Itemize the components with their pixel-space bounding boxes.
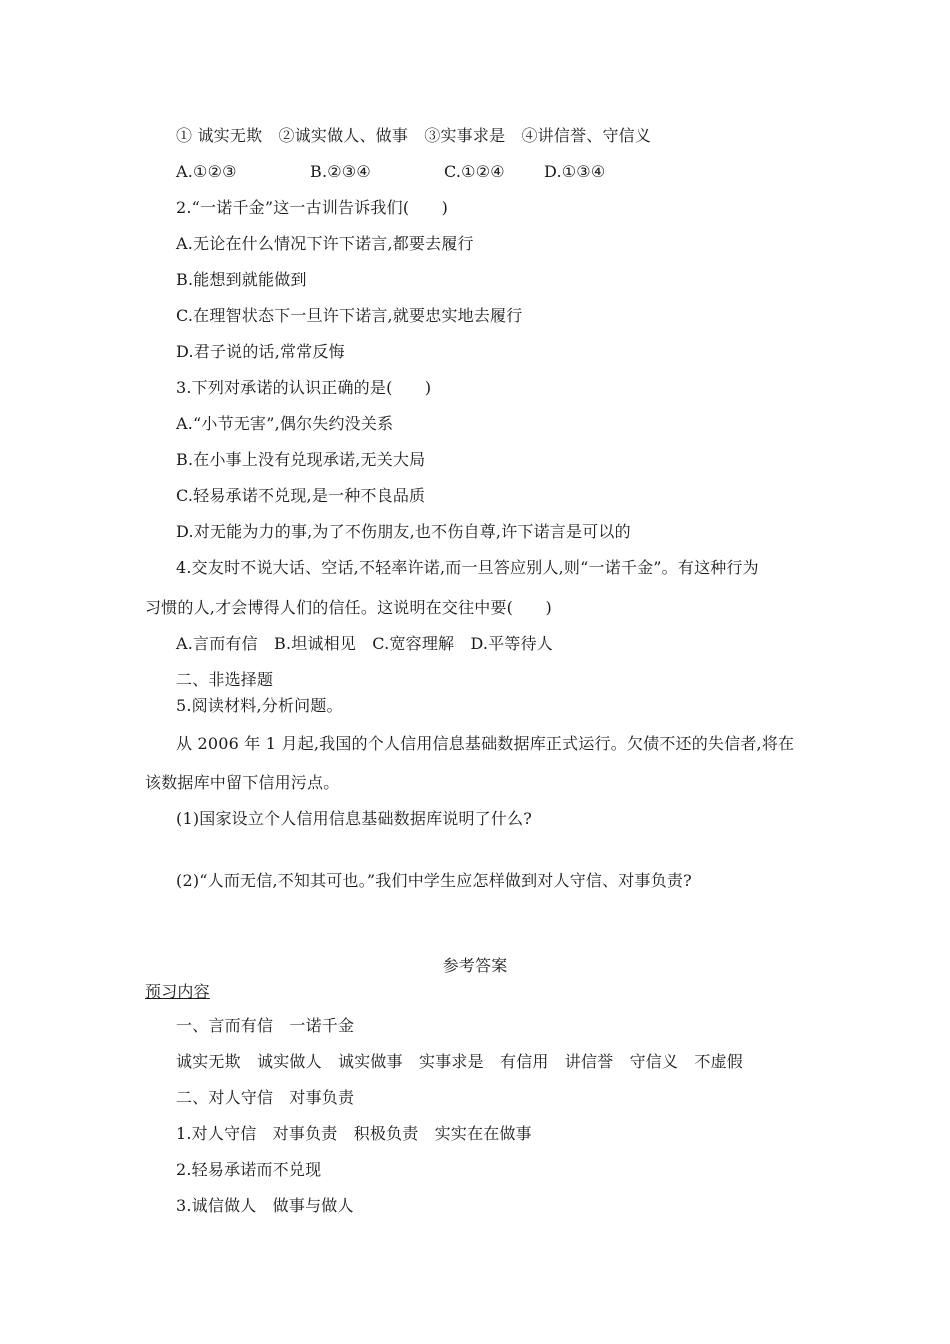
q4-stem-line2: 习惯的人,才会博得人们的信任。这说明在交往中要( ) bbox=[145, 598, 552, 617]
q2-option-a: A.无论在什么情况下许下诺言,都要去履行 bbox=[176, 234, 474, 253]
q2-option-c: C.在理智状态下一旦许下诺言,就要忠实地去履行 bbox=[176, 306, 523, 325]
q2-option-d: D.君子说的话,常常反悔 bbox=[176, 342, 345, 361]
answers-title: 参考答案 bbox=[442, 956, 508, 975]
q1-option-b: B.②③④ bbox=[310, 162, 371, 181]
q5-stem: 5.阅读材料,分析问题。 bbox=[176, 696, 343, 715]
q5-sub-question-2: (2)“人而无信,不知其可也。”我们中学生应怎样做到对人守信、对事负责? bbox=[176, 871, 692, 890]
q1-items: ① 诚实无欺 ②诚实做人、做事 ③实事求是 ④讲信誉、守信义 bbox=[176, 126, 652, 145]
q1-options bbox=[176, 162, 605, 182]
q2-stem: 2.“一诺千金”这一古训告诉我们( ) bbox=[176, 198, 449, 217]
answer-item2: 2.轻易承诺而不兑现 bbox=[176, 1160, 322, 1179]
q5-material-line2: 该数据库中留下信用污点。 bbox=[145, 773, 340, 792]
preview-heading: 预习内容 bbox=[145, 982, 210, 1001]
q1-option-a: A.①②③ bbox=[176, 162, 237, 181]
q5-material-line1: 从 2006 年 1 月起,我国的个人信用信息基础数据库正式运行。欠债不还的失信者,将在 bbox=[176, 734, 795, 753]
q3-option-b: B.在小事上没有兑现承诺,无关大局 bbox=[176, 450, 426, 469]
q5-sub-question-1: (1)国家设立个人信用信息基础数据库说明了什么? bbox=[176, 809, 533, 828]
q4-options: A.言而有信 B.坦诚相见 C.宽容理解 D.平等待人 bbox=[176, 634, 553, 653]
section2-heading: 二、非选择题 bbox=[176, 670, 274, 689]
q3-option-c: C.轻易承诺不兑现,是一种不良品质 bbox=[176, 486, 426, 505]
q3-stem: 3.下列对承诺的认识正确的是( ) bbox=[176, 378, 432, 397]
answer-part2: 二、对人守信 对事负责 bbox=[176, 1088, 355, 1107]
answer-item1: 1.对人守信 对事负责 积极负责 实实在在做事 bbox=[176, 1124, 532, 1143]
answer-item3: 3.诚信做人 做事与做人 bbox=[176, 1196, 354, 1215]
q1-option-d: D.①③④ bbox=[544, 162, 606, 181]
q3-option-d: D.对无能为力的事,为了不伤朋友,也不伤自尊,许下诺言是可以的 bbox=[176, 522, 631, 541]
q1-option-c: C.①②④ bbox=[444, 162, 505, 181]
q3-option-a: A.“小节无害”,偶尔失约没关系 bbox=[176, 414, 394, 433]
q2-option-b: B.能想到就能做到 bbox=[176, 270, 307, 289]
answer-part1-items: 诚实无欺 诚实做人 诚实做事 实事求是 有信用 讲信誉 守信义 不虚假 bbox=[176, 1052, 744, 1071]
answer-part1: 一、言而有信 一诺千金 bbox=[176, 1016, 355, 1035]
q4-stem-line1: 4.交友时不说大话、空话,不轻率许诺,而一旦答应别人,则“一诺千金”。有这种行为 bbox=[176, 558, 759, 577]
